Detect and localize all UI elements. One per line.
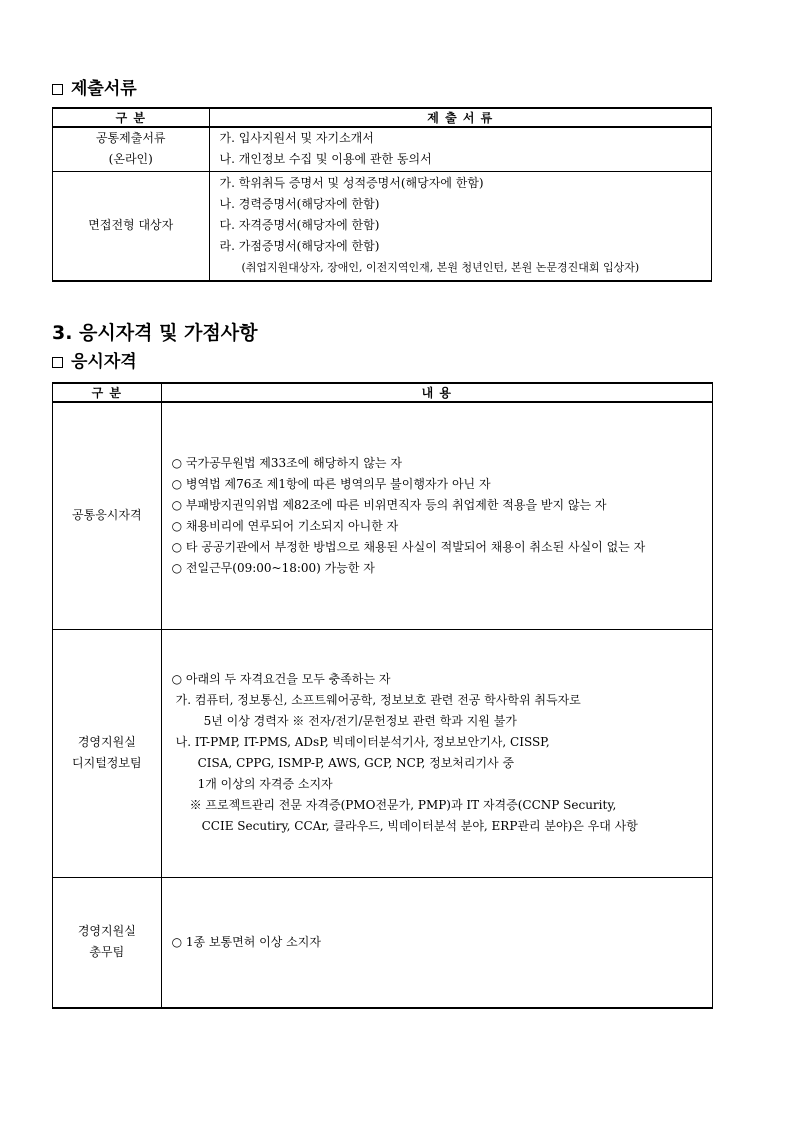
row-label-general-affairs bbox=[53, 877, 162, 1008]
qual-section-title-text: 응시자격 bbox=[71, 352, 137, 372]
list-item: 나. 경력증명서(해당자에 한함) bbox=[219, 197, 380, 212]
list-item: CISA, CPPG, ISMP-P, AWS, GCP, NCP, 정보처리기사 중 bbox=[197, 756, 515, 770]
docs-table bbox=[52, 107, 712, 282]
list-item: 가. 학위취득 증명서 및 성적증명서(해당자에 한함) bbox=[219, 176, 484, 191]
docs-header-category: 구 분 bbox=[53, 108, 210, 127]
table-row bbox=[53, 127, 712, 171]
list-item: ○ 국가공무원법 제33조에 해당하지 않는 자 bbox=[171, 455, 402, 470]
list-item: ○ 전일근무(09:00~18:00) 가능한 자 bbox=[171, 560, 375, 575]
row-label-digital-team bbox=[53, 629, 162, 877]
row-content-common-qual bbox=[161, 402, 712, 629]
list-item: ○ 아래의 두 자격요건을 모두 충족하는 자 bbox=[171, 672, 391, 686]
qual-header-category: 구 분 bbox=[53, 383, 162, 402]
qual-section-title bbox=[52, 347, 137, 372]
list-item: 1개 이상의 자격증 소지자 bbox=[197, 777, 333, 791]
row-label-line: 공통응시자격 bbox=[72, 508, 142, 523]
list-item: 다. 자격증명서(해당자에 한함) bbox=[219, 218, 380, 233]
row-label-line: 면접전형 대상자 bbox=[88, 218, 174, 233]
row-content-interview bbox=[209, 171, 712, 281]
list-item: ○ 병역법 제76조 제1항에 따른 병역의무 불이행자가 아닌 자 bbox=[171, 476, 491, 491]
list-item: ○ 부패방지권익위법 제82조에 따른 비위면직자 등의 취업제한 적용을 받지 않는 자 bbox=[171, 497, 607, 512]
docs-header-documents: 제 출 서 류 bbox=[209, 108, 712, 127]
checkbox-square-icon bbox=[52, 84, 63, 95]
row-label-line: 총무팀 bbox=[89, 945, 125, 960]
row-label-line: 경영지원실 bbox=[77, 924, 136, 939]
qualification-table bbox=[52, 382, 713, 1009]
qualification-main-title: 3. 응시자격 및 가점사항 bbox=[52, 322, 258, 344]
row-label-line: (온라인) bbox=[108, 152, 153, 167]
row-label-interview bbox=[53, 171, 210, 281]
list-item: ○ 채용비리에 연루되어 기소되지 아니한 자 bbox=[171, 518, 399, 533]
list-item: 5년 이상 경력자 ※ 전자/전기/문헌정보 관련 학과 지원 불가 bbox=[203, 714, 517, 728]
table-row bbox=[53, 402, 713, 629]
list-item: 나. 개인정보 수집 및 이용에 관한 동의서 bbox=[219, 152, 432, 167]
qual-header-content: 내 용 bbox=[161, 383, 712, 402]
docs-section-title-text: 제출서류 bbox=[71, 79, 137, 99]
list-item: CCIE Secutiry, CCAr, 클라우드, 빅데이터분석 분야, ERP관리 분야)은 우대 사항 bbox=[201, 819, 638, 833]
table-row bbox=[53, 629, 713, 877]
table-row bbox=[53, 171, 712, 281]
row-label-line: 디지털정보팀 bbox=[72, 756, 142, 770]
list-item: 가. 컴퓨터, 정보통신, 소프트웨어공학, 정보보호 관련 전공 학사학위 취득자로 bbox=[175, 693, 581, 707]
row-content-common-docs bbox=[209, 127, 712, 171]
list-item: ※ 프로젝트관리 전문 자격증(PMO전문가, PMP)과 IT 자격증(CCNP Security, bbox=[189, 798, 617, 812]
list-item: ○ 1종 보통면허 이상 소지자 bbox=[171, 934, 321, 949]
list-item: 라. 가점증명서(해당자에 한함) bbox=[219, 239, 380, 254]
row-label-line: 경영지원실 bbox=[77, 735, 136, 749]
list-item: ○ 타 공공기관에서 부정한 방법으로 채용된 사실이 적발되어 채용이 취소된 사실이 없는 자 bbox=[171, 539, 646, 554]
list-item: 가. 입사지원서 및 자기소개서 bbox=[219, 131, 374, 146]
row-label-common-qual bbox=[53, 402, 162, 629]
list-item-note: (취업지원대상자, 장애인, 이전지역인재, 본원 청년인턴, 본원 논문경진대회 입상자) bbox=[241, 261, 640, 275]
table-row bbox=[53, 877, 713, 1008]
docs-section-title bbox=[52, 74, 137, 99]
checkbox-square-icon bbox=[52, 357, 63, 368]
row-label-common-docs bbox=[53, 127, 210, 171]
row-content-general-affairs bbox=[161, 877, 712, 1008]
qual-table-header-row bbox=[53, 383, 713, 402]
row-content-digital-team bbox=[161, 629, 712, 877]
list-item: 나. IT-PMP, IT-PMS, ADsP, 빅데이터분석기사, 정보보안기사, CISSP, bbox=[175, 735, 550, 749]
docs-table-header-row bbox=[53, 108, 712, 127]
row-label-line: 공통제출서류 bbox=[95, 131, 166, 146]
